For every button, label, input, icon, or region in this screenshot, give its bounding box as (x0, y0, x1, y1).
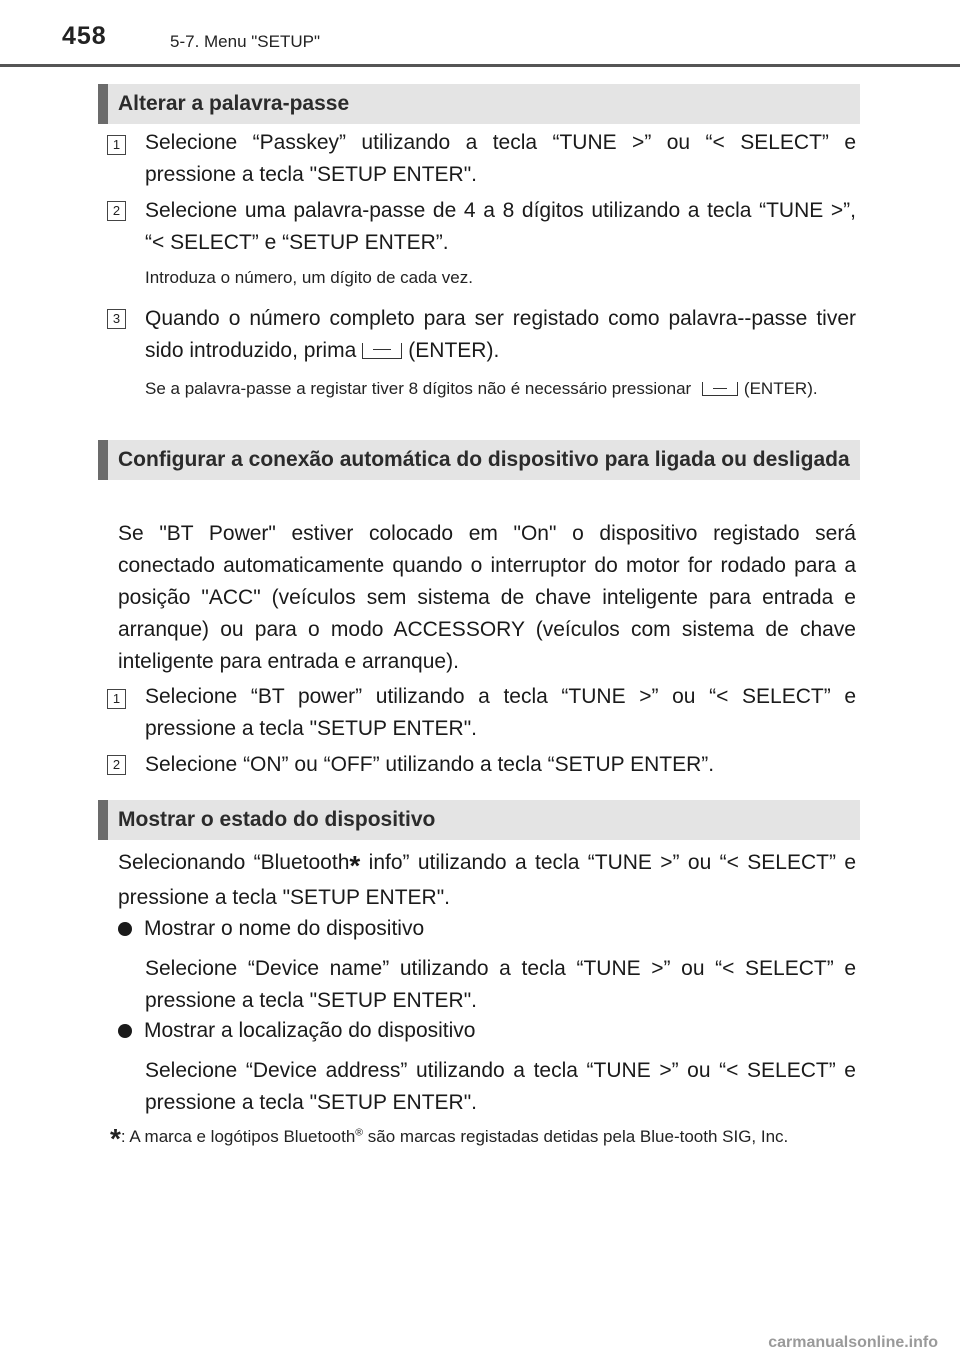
footnote-star: * (349, 850, 361, 881)
bullet-device-name-title: Mostrar o nome do dispositivo (144, 917, 425, 940)
device-status-intro-before: Selecionando “Bluetooth (118, 851, 350, 874)
step-number-2: 2 (107, 755, 126, 775)
bullet-device-address (118, 1015, 856, 1047)
footnote-text-after: são marcas registadas detidas pela Blue-tooth SIG, Inc. (363, 1127, 789, 1146)
auto-connection-intro: Se "BT Power" estiver colocado em "On" o dispositivo registado será conectado automaticamente quando o interruptor do motor for rodado para a posição "ACC" (veículos sem sistema de chave inteligente para entrada e arranque) ou para o modo ACCESSORY (veículos com sistema de chave inteligente para entrada e arranque). (118, 522, 856, 673)
footnote-star: * (110, 1123, 121, 1154)
page-number: 458 (62, 22, 107, 50)
bullet-device-address-title: Mostrar a localização do dispositivo (144, 1019, 476, 1042)
step-number-1: 1 (107, 689, 126, 709)
footnote (110, 1124, 856, 1152)
bt-power-step-1-text: Selecione “BT power” utilizando a tecla “TUNE >” ou “< SELECT” e pressione a tecla "SETUP ENTER". (145, 685, 856, 740)
step-2-note: Introduza o número, um dígito de cada vez. (145, 268, 473, 287)
watermark: carmanualsonline.info (768, 1334, 938, 1351)
device-address-instructions: Selecione “Device address” utilizando a tecla “TUNE >” ou “< SELECT” e pressione a tecla "SETUP ENTER". (145, 1059, 856, 1114)
bullet-dot-icon (118, 1024, 132, 1038)
device-status-intro (118, 847, 856, 914)
heading-change-passkey: Alterar a palavra-passe (98, 84, 860, 124)
step-3-note-after: (ENTER). (743, 379, 818, 398)
bullet-device-name (118, 913, 856, 945)
section-title: 5-7. Menu "SETUP" (170, 32, 321, 51)
device-name-instructions: Selecione “Device name” utilizando a tecla “TUNE >” ou “< SELECT” e pressione a tecla "SETUP ENTER". (145, 957, 856, 1012)
bullet-dot-icon (118, 922, 132, 936)
enter-key-icon (702, 382, 738, 396)
enter-key-icon (362, 343, 402, 359)
step-3-text (145, 303, 856, 367)
step-number-1: 1 (107, 135, 126, 155)
heading-device-status: Mostrar o estado do dispositivo (98, 800, 860, 840)
header-divider (0, 64, 960, 67)
heading-auto-connection: Configurar a conexão automática do dispositivo para ligada ou desligada (98, 440, 860, 480)
step-number-3: 3 (107, 309, 126, 329)
step-3-note-before: Se a palavra-passe a registar tiver 8 dígitos não é necessário pressionar (145, 379, 692, 398)
step-3-text-before: Quando o número completo para ser registado como palavra--passe tiver sido introduzido, prima (145, 307, 856, 362)
step-2-text: Selecione uma palavra-passe de 4 a 8 dígitos utilizando a tecla “TUNE >”, “< SELECT” e “SETUP ENTER”. (145, 199, 856, 254)
step-3-text-after: (ENTER). (408, 339, 500, 362)
bt-power-step-2-text: Selecione “ON” ou “OFF” utilizando a tecla “SETUP ENTER”. (145, 753, 715, 776)
step-1-text: Selecione “Passkey” utilizando a tecla “TUNE >” ou “< SELECT” e pressione a tecla "SETUP ENTER". (145, 131, 856, 186)
step-number-2: 2 (107, 201, 126, 221)
registered-mark: ® (355, 1126, 364, 1139)
footnote-text-before: : A marca e logótipos Bluetooth (120, 1127, 356, 1146)
device-status-intro-after: info” utilizando a tecla “TUNE >” ou “< SELECT” e pressione a tecla "SETUP ENTER". (118, 851, 856, 909)
step-3-note (145, 376, 856, 402)
